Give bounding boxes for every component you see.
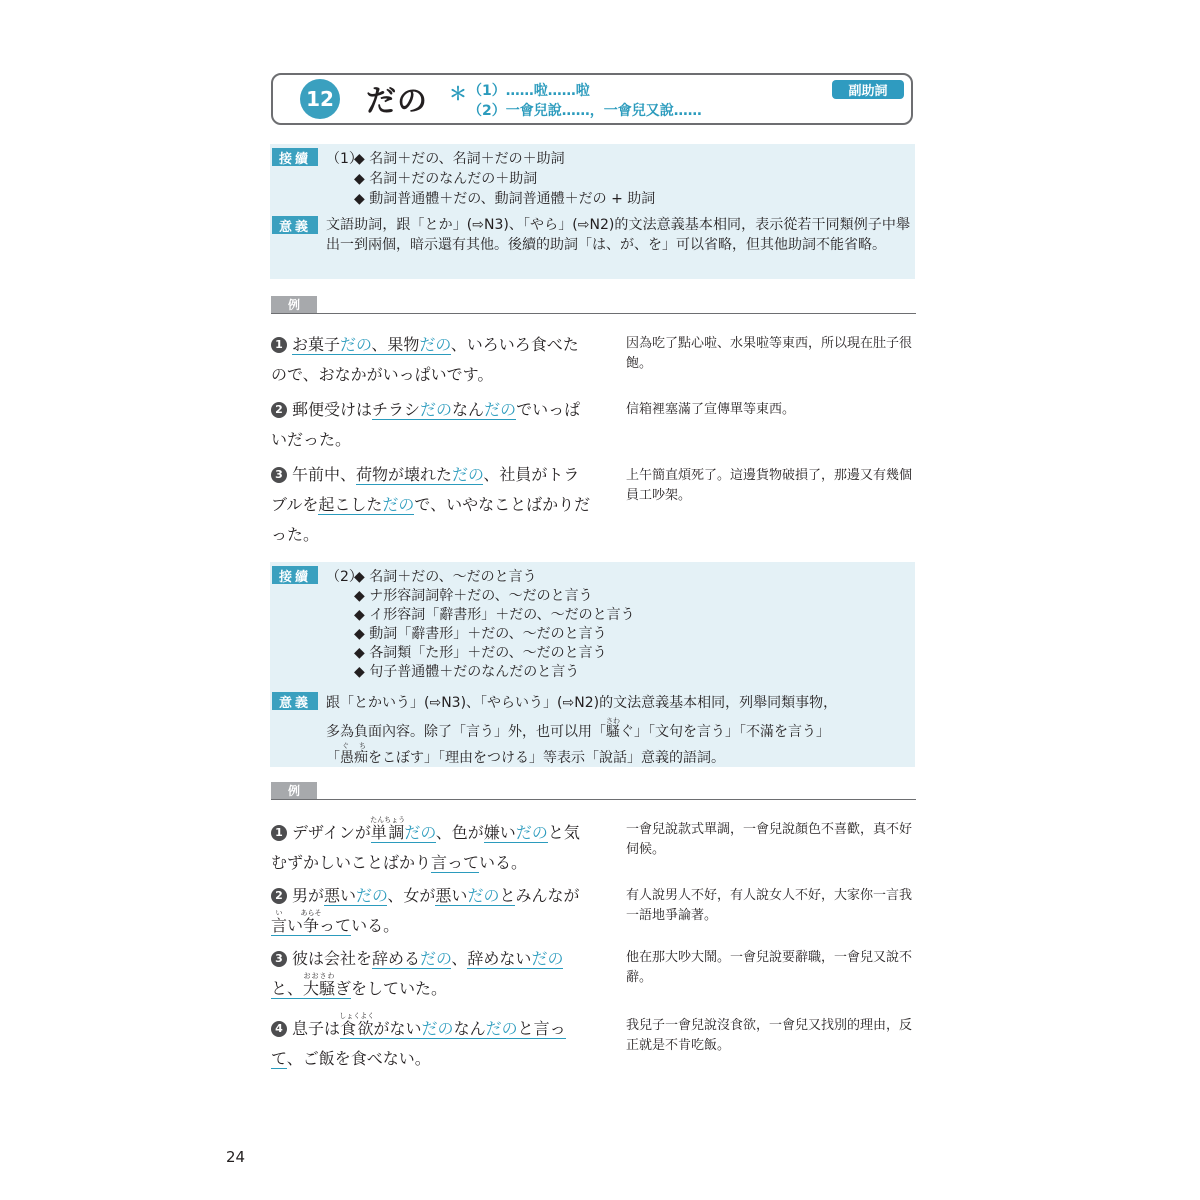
example-translation: 上午簡直煩死了。這邊貨物破損了，那邊又有幾個員工吵架。 — [626, 468, 913, 503]
example-sentence: 3 彼は会社を辞めるだの、辞めないだのと、大騒おおさわぎをしていた。 — [271, 949, 564, 998]
example-sentence: 2 男が悪いだの、女が悪いだのとみんなが言いい争あらそっている。 — [271, 886, 580, 935]
usage-block-1 — [270, 144, 915, 279]
example-number: 1 — [271, 337, 287, 353]
example-translation: 有人說男人不好，有人說女人不好，大家你一言我一語地爭論著。 — [626, 888, 913, 923]
page-number: 24 — [226, 1148, 246, 1166]
example-sentence: 3 午前中、荷物が壊れただの、社員がトラブルを起こしただので、いやなことばかりだった。 — [271, 465, 591, 544]
usage-block-2 — [270, 562, 915, 767]
meaning-line: 「愚痴ぐ ちをこぼす」「理由をつける」等表示「說話」意義的語詞。 — [326, 742, 725, 766]
meaning-line: 跟「とかいう」(⇨N3)、「やらいう」(⇨N2)的文法意義基本相同，列舉同類事物， — [326, 695, 838, 711]
example-translation: 因為吃了點心啦、水果啦等東西，所以現在肚子很飽。 — [626, 336, 913, 371]
connect-line: ◆ ナ形容詞詞幹＋だの、～だのと言う — [354, 588, 593, 604]
example-sentence: 4 息子は食欲しょくよくがないだのなんだのと言って、ご飯を食べない。 — [271, 1012, 566, 1068]
star-icon: ＊ — [449, 84, 467, 105]
connect-line: ◆ 句子普通體＋だのなんだのと言う — [354, 664, 580, 680]
connect-line: ◆ イ形容詞「辭書形」＋だの、～だのと言う — [354, 607, 635, 623]
example-sentence: 1 お菓子だの、果物だの、いろいろ食べたので、おなかがいっぱいです。 — [271, 335, 579, 384]
example-number: 3 — [271, 951, 287, 967]
example-number: 2 — [271, 402, 287, 418]
example-translation: 我兒子一會兒說沒食欲，一會兒又找別的理由，反正就是不肯吃飯。 — [626, 1018, 913, 1053]
meaning-tag: 意義 — [272, 216, 318, 234]
connect-line: ◆ 各詞類「た形」＋だの、～だのと言う — [354, 645, 607, 661]
grammar-title: だの — [366, 84, 428, 119]
example-sentence: 1 デザインが単調たんちょうだの、色が嫌いだのと気むずかしいことばかり言っている。 — [271, 816, 580, 872]
example-sentence: 2 郵便受けはチラシだのなんだのでいっぱいだった。 — [271, 400, 581, 449]
connect-line: ◆ 動詞普通體＋だの、動詞普通體＋だの + 助詞 — [354, 191, 656, 207]
meaning-tag: 意義 — [272, 692, 318, 710]
example-translation: 他在那大吵大鬧。一會兒說要辭職，一會兒又說不辭。 — [626, 950, 913, 985]
example-tag: 例 — [271, 782, 317, 799]
example-number: 2 — [271, 888, 287, 904]
example-number: 1 — [271, 825, 287, 841]
example-translation: 信箱裡塞滿了宣傳單等東西。 — [626, 402, 796, 417]
example-translation: 一會兒說款式單調，一會兒說顏色不喜歡，真不好伺候。 — [626, 822, 913, 857]
example-number: 4 — [271, 1021, 287, 1037]
meaning-2: （2）一會兒說……，一會兒又說…… — [468, 103, 702, 119]
connect-line: ◆ 名詞＋だのなんだの＋助詞 — [354, 171, 538, 187]
connect-number: （2） — [326, 569, 363, 585]
meaning-line: 多為負面內容。除了「言う」外，也可以用「騷さわぐ」「文句を言う」「不滿を言う」 — [326, 717, 830, 740]
part-of-speech-badge: 副助詞 — [832, 80, 904, 99]
connect-number: （1） — [326, 151, 363, 167]
example-tag: 例 — [271, 296, 317, 313]
connect-tag: 接續 — [272, 566, 318, 584]
meaning-text: 文語助詞，跟「とか」(⇨N3)、「やら」(⇨N2)的文法意義基本相同，表示從若干同類例子中舉出一到兩個，暗示還有其他。後續的助詞「は、が、を」可以省略，但其他助詞不能省略。 — [326, 217, 910, 253]
divider — [271, 799, 916, 800]
example-number: 3 — [271, 467, 287, 483]
connect-line: ◆ 名詞＋だの、名詞＋だの＋助詞 — [354, 151, 565, 167]
divider — [271, 313, 916, 314]
connect-line: ◆ 名詞＋だの、～だのと言う — [354, 569, 537, 585]
meaning-1: （1）……啦……啦 — [468, 83, 590, 99]
connect-line: ◆ 動詞「辭書形」＋だの、～だのと言う — [354, 626, 607, 642]
connect-tag: 接續 — [272, 148, 318, 166]
lesson-number: 12 — [300, 79, 340, 119]
